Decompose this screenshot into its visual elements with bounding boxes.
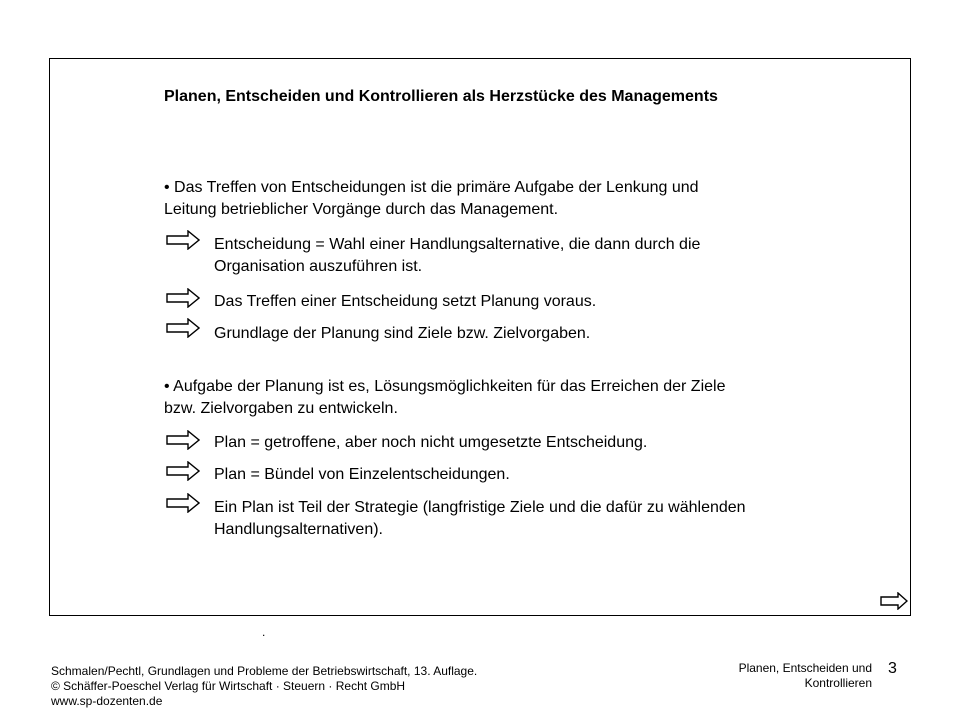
sub-item-text-line: Organisation auszuführen ist. bbox=[214, 258, 423, 275]
sub-item-grundlage bbox=[214, 323, 874, 345]
next-slide-arrow-icon[interactable] bbox=[880, 592, 908, 610]
bullet-point-planung bbox=[164, 376, 844, 420]
sub-item-planung-voraus bbox=[214, 291, 874, 313]
right-arrow-icon bbox=[166, 318, 200, 338]
right-arrow-icon bbox=[166, 230, 200, 250]
right-arrow-icon bbox=[166, 461, 200, 481]
right-arrow-icon bbox=[166, 430, 200, 450]
sub-item-text-line: Ein Plan ist Teil der Strategie (langfristige Ziele und die dafür zu wählenden bbox=[214, 499, 746, 516]
stray-dot: . bbox=[262, 625, 266, 639]
sub-item-text-line: Grundlage der Planung sind Ziele bzw. Zielvorgaben. bbox=[214, 325, 591, 342]
bullet-text-line: bzw. Zielvorgaben zu entwickeln. bbox=[164, 400, 398, 417]
footer-citation bbox=[51, 664, 477, 709]
right-arrow-icon bbox=[166, 493, 200, 513]
footer-book-reference: Schmalen/Pechtl, Grundlagen und Probleme der Betriebswirtschaft, 13. Auflage. bbox=[51, 664, 478, 678]
footer-chapter-title bbox=[739, 661, 872, 691]
sub-item-text-line: Das Treffen einer Entscheidung setzt Planung voraus. bbox=[214, 293, 597, 310]
bullet-point-entscheidungen bbox=[164, 177, 844, 221]
sub-item-text-line: Handlungsalternativen). bbox=[214, 521, 383, 538]
sub-item-plan-buendel bbox=[214, 464, 874, 486]
sub-item-plan-strategie bbox=[214, 497, 874, 541]
sub-item-text-line: Plan = getroffene, aber noch nicht umgesetzte Entscheidung. bbox=[214, 434, 648, 451]
footer-chapter-line: Kontrollieren bbox=[804, 676, 872, 690]
footer-website: www.sp-dozenten.de bbox=[51, 694, 163, 708]
sub-item-entscheidung bbox=[214, 234, 874, 278]
bullet-text-line: • Das Treffen von Entscheidungen ist die primäre Aufgabe der Lenkung und bbox=[164, 179, 699, 196]
sub-item-text-line: Entscheidung = Wahl einer Handlungsalternative, die dann durch die bbox=[214, 236, 701, 253]
footer-chapter-line: Planen, Entscheiden und bbox=[738, 661, 872, 675]
footer-publisher: © Schäffer-Poeschel Verlag für Wirtschaft · Steuern · Recht GmbH bbox=[51, 679, 406, 693]
page-number: 3 bbox=[888, 660, 897, 677]
right-arrow-icon bbox=[166, 288, 200, 308]
slide-title: Planen, Entscheiden und Kontrollieren als Herzstücke des Managements bbox=[164, 88, 718, 105]
bullet-text-line: • Aufgabe der Planung ist es, Lösungsmöglichkeiten für das Erreichen der Ziele bbox=[164, 378, 726, 395]
sub-item-text-line: Plan = Bündel von Einzelentscheidungen. bbox=[214, 466, 510, 483]
bullet-text-line: Leitung betrieblicher Vorgänge durch das Management. bbox=[164, 201, 559, 218]
sub-item-plan-entscheidung bbox=[214, 432, 874, 454]
